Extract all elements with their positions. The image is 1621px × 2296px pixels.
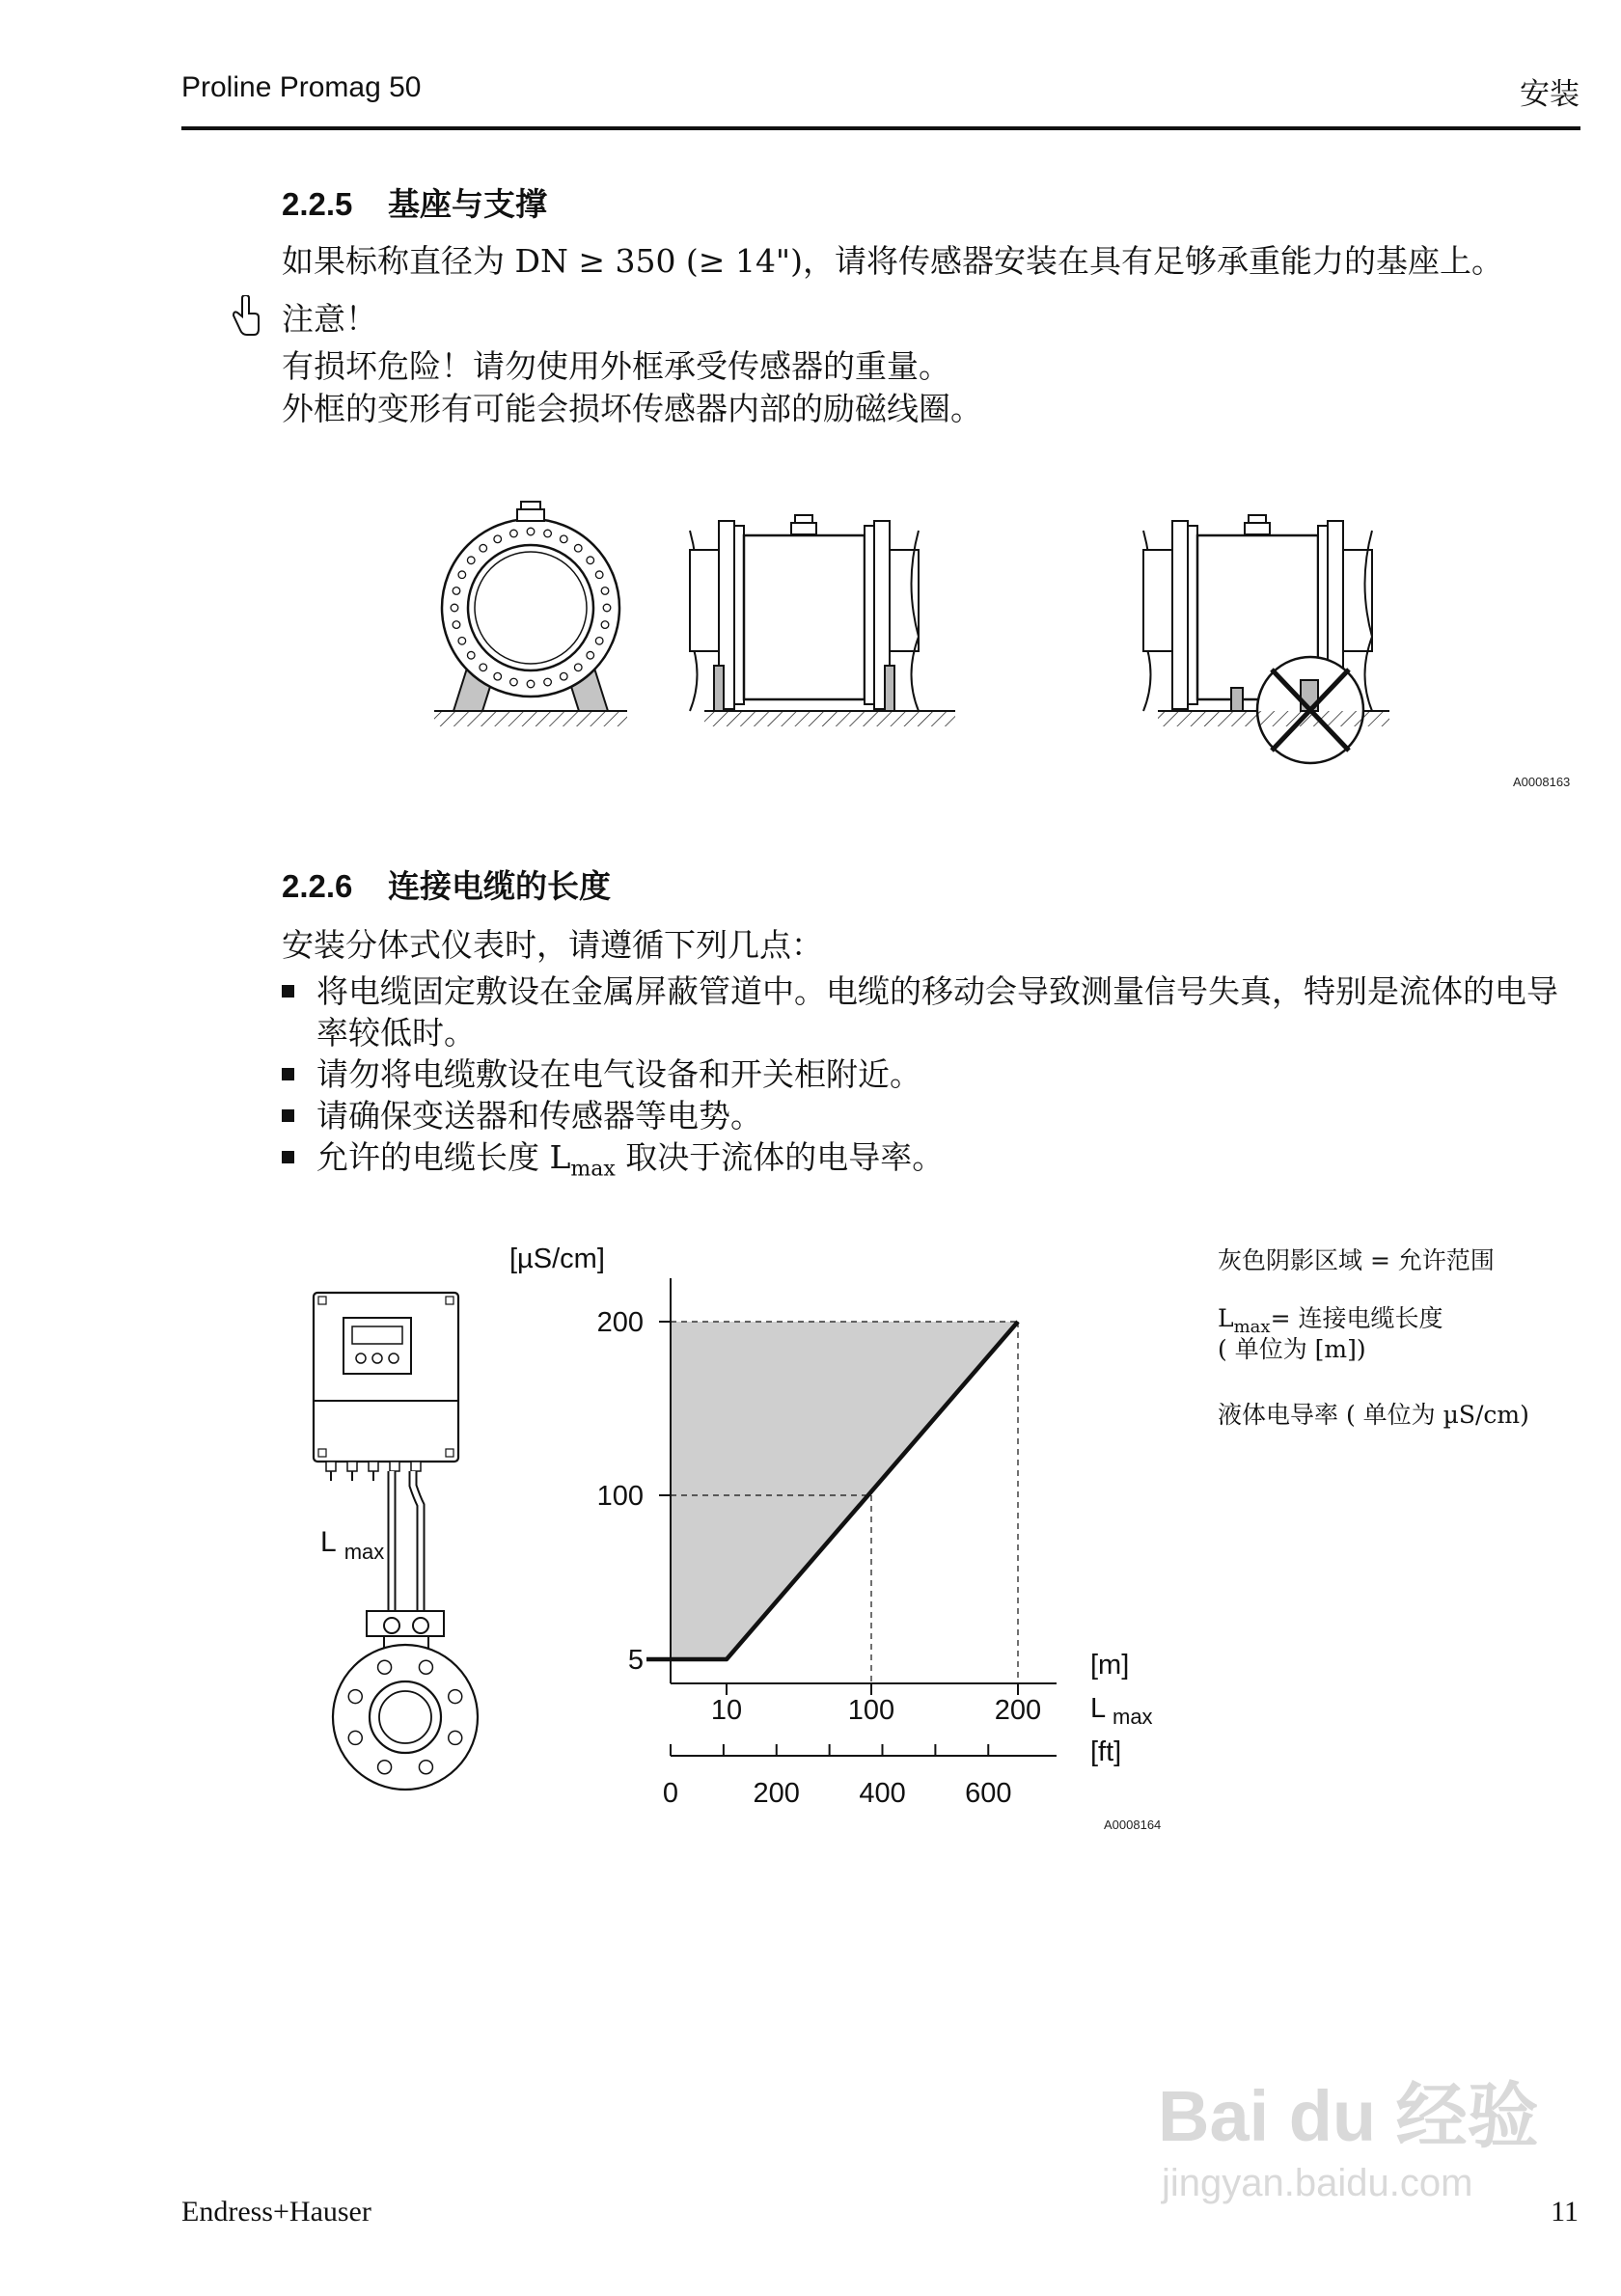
mounting-figure: [415, 492, 1457, 781]
list-item: [282, 970, 1580, 1053]
flange-bolt: [574, 664, 582, 671]
footer-company: Endress+Hauser: [181, 2196, 371, 2228]
flange-bolt: [467, 557, 475, 564]
y-tick-label: 200: [596, 1307, 644, 1338]
figure2-id: A0008164: [1104, 1818, 1162, 1832]
flange-bolt: [467, 651, 475, 659]
flange-bolt: [527, 528, 535, 535]
sensor-side-view-correct: [690, 515, 955, 726]
bullet-list: [282, 970, 1580, 1190]
x-tick-label-m: 200: [994, 1695, 1042, 1726]
list-item-text-cont: 取决于流体的电导率。: [615, 1138, 945, 1176]
conductivity-cable-length-chart: [502, 1244, 1177, 1843]
header-rule: [181, 126, 1580, 130]
y-tick-label: 5: [627, 1645, 644, 1676]
watermark-brand: Bai du 经验: [1158, 2076, 1539, 2156]
x-tick-label-ft: 0: [662, 1778, 679, 1809]
list-item: [282, 1136, 1580, 1190]
list-item-text: 允许的电缆长度 L: [316, 1138, 571, 1176]
list-item-text: 请确保变送器和传感器等电势。: [316, 1097, 762, 1134]
section1-paragraph: 如果标称直径为 DN ≥ 350 (≥ 14")，请将传感器安装在具有足够承重能力的基座上。: [282, 242, 1503, 280]
legend-lmax-sub: max: [1233, 1317, 1271, 1337]
flange-bolt: [451, 604, 458, 612]
lmax-subscript: max: [570, 1157, 616, 1182]
flange-bolt: [544, 678, 552, 686]
legend-shaded-area: 灰色阴影区域 = 允许范围: [1218, 1246, 1495, 1274]
watermark-url: jingyan.baidu.com: [1162, 2162, 1473, 2204]
legend-conductivity: 液体电导率 ( 单位为 µS/cm): [1218, 1401, 1529, 1429]
flange-bolt: [348, 1690, 362, 1704]
flange-bolt: [560, 672, 567, 680]
flange-bolt: [419, 1660, 432, 1674]
list-item: [282, 1053, 1580, 1095]
flange-bolt: [494, 672, 502, 680]
permissible-area: [671, 1322, 1018, 1659]
flange-bolt: [587, 557, 594, 564]
list-item: [282, 1095, 1580, 1136]
flange-bolt: [595, 571, 603, 579]
flange-bolt: [494, 535, 502, 543]
sensor-side-view-incorrect: [1143, 515, 1389, 763]
flange-bolt: [378, 1761, 392, 1774]
flange-bolt: [510, 678, 518, 686]
legend-lmax-text: = 连接电缆长度: [1270, 1304, 1443, 1332]
note-title: 注意！: [282, 300, 377, 338]
flange-bolt: [449, 1731, 462, 1744]
legend-unit-m: ( 单位为 [m]): [1218, 1335, 1366, 1363]
flange-bolt: [527, 680, 535, 688]
flange-bolt: [449, 1690, 462, 1704]
x-tick-label-m: 10: [710, 1695, 743, 1726]
section2-intro: 安装分体式仪表时，请遵循下列几点：: [282, 926, 823, 964]
flange-bolt: [378, 1660, 392, 1674]
flange-bolt: [480, 664, 487, 671]
list-item-text: 将电缆固定敷设在金属屏蔽管道中。电缆的移动会导致测量信号失真，特别是流体的电导率较低时。: [316, 972, 1558, 1052]
flange-bolt: [453, 621, 460, 629]
section-number: 2.2.5: [282, 186, 353, 222]
list-item-text: 请勿将电缆敷设在电气设备和开关柜附近。: [316, 1055, 921, 1093]
flange-bolt: [458, 637, 466, 644]
flange-bolt: [348, 1731, 362, 1744]
device-lmax-sub: max: [343, 1540, 385, 1564]
flange-bolt: [544, 530, 552, 537]
x-axis-label-lmax: L: [1090, 1693, 1107, 1724]
header-product-name: Proline Promag 50: [181, 71, 422, 103]
x-axis-label-m: [m]: [1090, 1650, 1130, 1681]
section-title: 基座与支撑: [388, 186, 547, 222]
x-tick-label-ft: 600: [965, 1778, 1012, 1809]
flange-bolt: [458, 571, 466, 579]
section-heading-225: [282, 179, 547, 225]
sensor-front-view: [434, 502, 627, 726]
section-number: 2.2.6: [282, 868, 353, 904]
x-axis-label-lmax-sub: max: [1113, 1705, 1153, 1729]
flange-bolt: [574, 544, 582, 552]
x-tick-label-ft: 200: [753, 1778, 800, 1809]
x-tick-label-m: 100: [847, 1695, 895, 1726]
flange-bolt: [601, 621, 609, 629]
flange-bolt: [587, 651, 594, 659]
flange-bolt: [510, 530, 518, 537]
flange-bolt: [560, 535, 567, 543]
section-heading-226: [282, 861, 611, 907]
baidu-watermark: [1158, 2060, 1539, 2205]
note-line-1: 有损坏危险！请勿使用外框承受传感器的重量。: [282, 347, 950, 385]
x-tick-label-ft: 400: [859, 1778, 906, 1809]
flange-bolt: [595, 637, 603, 644]
pointing-hand-icon: [230, 295, 262, 338]
flange-bolt: [601, 588, 609, 595]
legend-lmax-L: L: [1218, 1304, 1234, 1332]
x-axis-label-ft: [ft]: [1090, 1736, 1122, 1767]
page-number: 11: [1551, 2196, 1579, 2228]
y-tick-label: 100: [596, 1481, 644, 1512]
header-chapter: 安装: [1520, 77, 1580, 112]
flange-bolt: [453, 588, 460, 595]
figure1-id: A0008163: [1513, 775, 1571, 789]
section-title: 连接电缆的长度: [388, 868, 611, 904]
flange-bolt: [603, 604, 611, 612]
note-line-2: 外框的变形有可能会损坏传感器内部的励磁线圈。: [282, 390, 982, 427]
flange-bolt: [480, 544, 487, 552]
device-lmax-L: L: [320, 1526, 337, 1558]
flange-bolt: [419, 1761, 432, 1774]
y-axis-label: [µS/cm]: [509, 1244, 605, 1274]
device-lmax-label: [320, 1526, 385, 1564]
